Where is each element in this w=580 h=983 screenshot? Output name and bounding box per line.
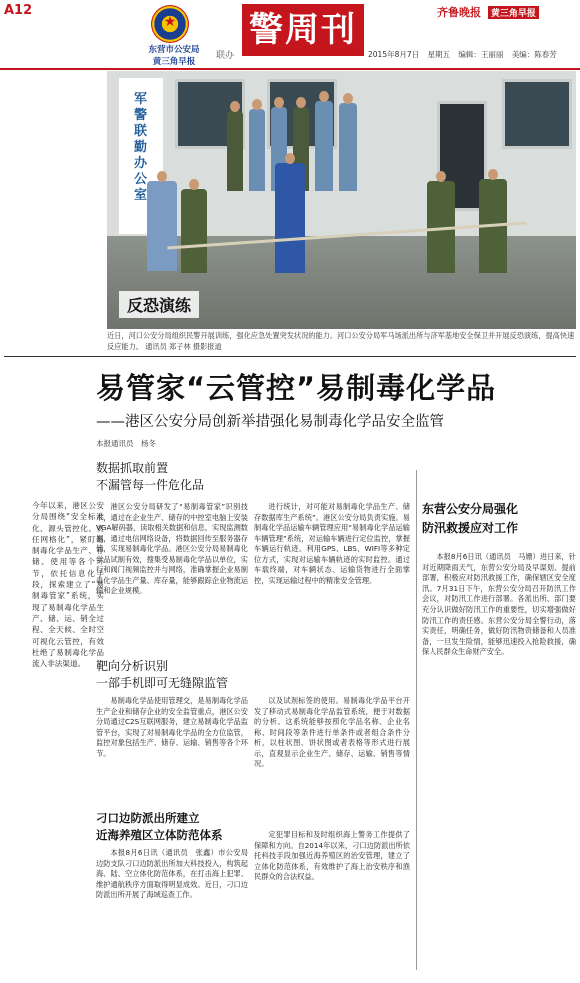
police-emblem-icon — [151, 5, 189, 43]
article-body: 以及试剂标签的使用。易制毒化学品平台开发了移动式易制毒化学品监管系统，便于对数据的分析。这系统能够按照化学品名称、企业名称、时间段等条件进行单条件或者组合条件分析，以柱状图、饼状图或者表格等形式进行展示，直观显示企业生产、储存、运输、销售等情况。 — [254, 696, 410, 768]
section-heading-2 — [96, 658, 228, 692]
column-rule — [416, 470, 417, 970]
masthead-rule — [0, 68, 580, 70]
photo-person — [147, 181, 177, 271]
photo-person — [275, 163, 305, 273]
section-heading-line: 靶向分析识别 — [96, 659, 169, 673]
sidebar-body: 本报8月6日讯（通讯员 马姗）进日来，针对近期降雨天气，东营公安分局及早谋划、提前部署，积极应对防汛救援工作，确保辖区安全度汛。7月31日下午，东营公安分局召开防汛工作会议，对防汛工作进行部署。各派出所、部门要充分认识做好防汛工作的重要性，切实增强做好防汛工作的责任感。东营公安分局全警行动，落实责任，明确任务，做好防汛物资储备和人员准备，一旦发生险情，能够迅速投入抢险救援，确保人民群众生命财产安全。 — [422, 552, 576, 657]
photo-person — [227, 111, 243, 191]
photo-person — [181, 189, 207, 273]
paper-edition: 黄三角早报 — [488, 6, 539, 19]
article-byline: 本报通讯员 杨冬 — [96, 439, 156, 448]
news-photo — [107, 71, 576, 329]
story2-body: 本报8月6日讯（通讯员 张鑫）市公安局边防支队刁口边防派出所加大科技投入，构筑起海、陆、空立体化防范体系，在打击海上犯罪、维护通航秩序方面取得明显成效。近日，刁口边防派出所开展了海域巡查工作。 — [96, 848, 248, 899]
section-heading-line: 数据抓取前置 — [96, 461, 169, 475]
section-heading-1 — [96, 460, 204, 494]
issue-date: 2015年8月7日 — [368, 50, 420, 59]
photo-caption: 近日，河口公安分局组织民警开展训练，强化应急处置突发状况的能力。河口公安分局军马场派出所与济军基地安全保卫并开展反恐演练，提高快速反应能力。 通讯员 郑子林 摄影报道 — [107, 331, 575, 351]
issue-weekday: 星期五 — [427, 50, 451, 59]
photo-window — [502, 79, 572, 149]
article-subhead: ——港区公安分局创新举措强化易制毒化学品安全监管 — [96, 414, 444, 430]
article-body: 进行统计，对可能对易制毒化学品生产、储存数据库生产系统”。港区公安分局负责实施。易制毒化学品运输车辆管理应用“易制毒化学品运输车辆管理”系统，对运输车辆进行定位监控，掌握车辆运行轨迹。利用GPS、LBS、WIFI等多种定位方式，实现对运输车辆轨迹的实时监控。通过车载终端，对车辆状态、运输货物进行全面掌控，实现运输过程中的精准安全管理。 — [254, 502, 410, 585]
sidebar-headline-line: 东营公安分局强化 — [422, 502, 519, 516]
paper-logo — [437, 4, 539, 20]
sponsor-line-2: 黄三角早报 — [152, 57, 196, 67]
section-heading-line: 一部手机即可无缝隙监管 — [96, 676, 229, 690]
designer: 美编：陈春芳 — [511, 50, 557, 59]
column-title: 警周刊 — [242, 4, 364, 56]
section-heading-line: 不漏管每一件危化品 — [96, 478, 205, 492]
photo-tag: 反恐演练 — [119, 291, 199, 318]
photo-person — [249, 109, 265, 191]
photo-person — [315, 101, 333, 191]
sidebar-headline — [422, 500, 576, 538]
sidebar-headline-line: 防汛救援应对工作 — [422, 521, 519, 535]
article-body: 港区公安分局研发了“易制毒管家”识别技术，通过在企业生产、储存的中控室电脑上安装VGA解码器，读取相关数据和信息，实现监测数据，通过电信网络设备，将数据回传至服务器存储，实现易制毒化学品。港区公安分局易制毒化学品试制有效，搜集受易制毒化学品以单位，实行和阀门视频监控并与网络，准确掌握企业易制毒化学品生产量、库存量，能够跟踪企业物流运输和企业规模。 — [96, 502, 248, 595]
paper-name: 齐鲁晚报 — [437, 6, 481, 19]
caption-rule — [4, 356, 576, 357]
lead-paragraph: 今年以来，港区公安分局围绕“安全标准化、源头管控化、责任网格化”，紧盯易制毒化学品生产、存储、使用等各个环节，依托信息化手段，探索建立了“易制毒管家”系统，实现了易制毒化学品生产、储、运、销全过程、全天候、全时空可视化云管控，有效杜绝了易制毒化学品流入非法渠道。 — [32, 501, 104, 669]
joint-label: 联办 — [216, 51, 235, 61]
sign-text: 军警联勤办公室 — [134, 92, 148, 203]
issue-meta — [368, 49, 578, 60]
story2-headline-line: 刁口边防派出所建立 — [96, 811, 200, 825]
article-headline: 易管家“云管控”易制毒化学品 — [96, 371, 497, 405]
page-number: A12 — [4, 3, 33, 18]
editor: 编辑：王丽丽 — [458, 50, 504, 59]
story2-headline — [96, 810, 276, 844]
sponsor-line-1: 东营市公安局 — [148, 45, 200, 55]
story2-headline-line: 近海养殖区立体防范体系 — [96, 828, 223, 842]
article-body: 易制毒化学品使用管理交，是易制毒化学品生产企业和储存企业的安全监管重点，港区公安分局通过C2S互联网服务，建立易制毒化学品监管平台，实现了对易制毒化学品的全方位监管，监控对象包括生产、储存、运输、销售等各个环节。 — [96, 696, 248, 758]
story2-body: 定犯罪目标和及时组织海上警务工作提供了保障和方向。自2014年以来，刁口边防派出所依托科技手段加强近海养殖区的治安管理，建立了立体化防范体系，有效维护了海上治安秩序和渔民群众的合法权益。 — [254, 830, 410, 881]
photo-person — [339, 103, 357, 191]
masthead — [0, 0, 580, 70]
sponsor — [134, 44, 214, 68]
